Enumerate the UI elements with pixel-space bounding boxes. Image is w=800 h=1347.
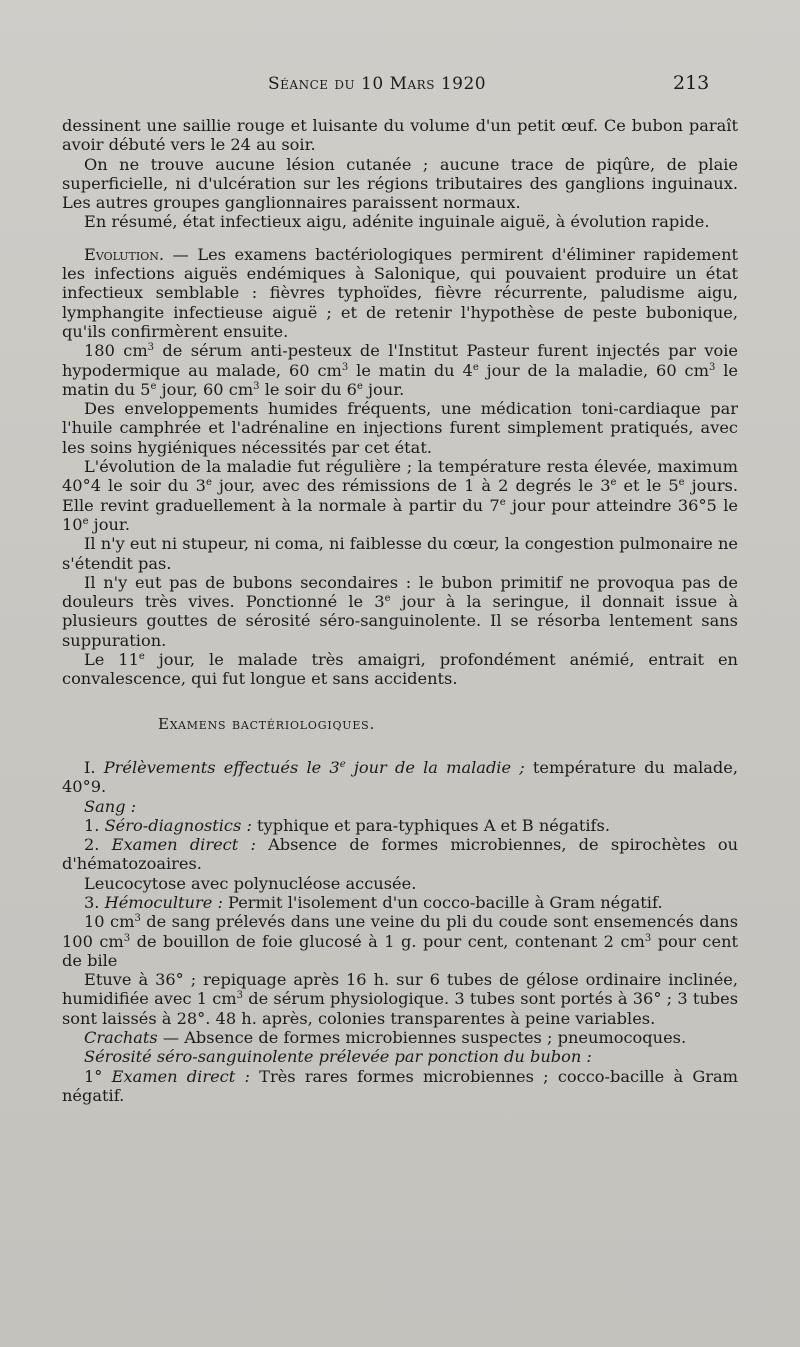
subheading-serosite: Sérosité séro-sanguinolente prélevée par ponction du bubon : xyxy=(84,1047,592,1067)
section-heading: Examens bactériologiques. xyxy=(158,714,376,733)
running-title: Séance du 10 Mars 1920 xyxy=(268,74,487,94)
page-header xyxy=(0,74,800,104)
paragraph-bubons: Il n'y eut pas de bubons secondaires : le bubon primitif ne provoqua pas de douleurs très vives. Ponctionné le 3e jour à la seringue, il donnait issue à plusieurs gouttes de sérosité séro-sanguinolente. Il se résorba lentement sans suppuration. xyxy=(62,572,739,650)
page-number: 213 xyxy=(673,72,710,94)
body-text xyxy=(62,116,738,1105)
evolution-label: Evolution. xyxy=(84,244,165,264)
paragraph-serum: 180 $cm^3$ de sérum anti-pesteux de l'Institut Pasteur furent injectés par voie hypodermique au malade, 60 $cm^3$ le matin du 4e jour de la maladie, 60 $cm^3$ le matin du 5e jour, 60 $cm^3$ le soir du 6e jour. xyxy=(62,341,738,399)
paragraph-evolution-temperature: L'évolution de la maladie fut régulière ; la température resta élevée, maximum 40°4 le soir du 3e jour, avec des rémissions de 1 à 2 degrés le 3e et le 5e jours. Elle revint graduellement à la normale à partir du 7e jour pour atteindre 36°5 le 10e jour. xyxy=(62,457,739,534)
paragraph-enveloppements: Des enveloppements humides fréquents, une médication toni-cardiaque par l'huile camphrée et l'adrénaline en injections furent simplement pratiqués, avec les soins hygiéniques nécessités par cet état. xyxy=(62,399,738,457)
paragraph-leucocytose: Leucocytose avec polynucléose accusée. xyxy=(84,873,417,893)
paragraph-bubon: dessinent une saillie rouge et luisante du volume d'un petit œuf. Ce bubon paraît avoir débuté vers le 24 au soir. xyxy=(62,116,738,155)
paragraph-stupeur: Il n'y eut ni stupeur, ni coma, ni faiblesse du cœur, la congestion pulmonaire ne s'étendit pas. xyxy=(62,534,738,573)
item-examen-direct-bubon: 1° Examen direct : Très rares formes microbiennes ; cocco-bacille à Gram négatif. xyxy=(62,1066,738,1105)
paragraph-convalescence: Le 11e jour, le malade très amaigri, profondément anémié, entrait en convalescence, qui fut longue et sans accidents. xyxy=(62,650,738,689)
paragraph-lesion: On ne trouve aucune lésion cutanée ; aucune trace de piqûre, de plaie superficielle, ni d'ulcération sur les régions tributaires des ganglions inguinaux. Les autres groupes ganglionnaires paraissent normaux. xyxy=(62,154,738,213)
paragraph-prelevements: I. Prélèvements effectués le 3e jour de la maladie ; température du malade, 40°9. xyxy=(62,757,739,797)
paragraph-resume: En résumé, état infectieux aigu, adénite inguinale aiguë, à évolution rapide. xyxy=(84,212,710,232)
item-hemoculture: 3. Hémoculture : Permit l'isolement d'un cocco-bacille à Gram négatif. xyxy=(84,892,663,912)
subheading-sang: Sang : xyxy=(84,796,137,816)
paragraph-evolution xyxy=(62,245,738,341)
item-sero-diagnostics: 1. Séro-diagnostics : typhique et para-typhiques A et B négatifs. xyxy=(84,815,610,835)
evolution-text: — Les examens bactériologiques permirent d'éliminer rapidement les infections aiguës endémiques à Salonique, qui pouvaient produire un état infectieux semblable : fièvres typhoïdes, fièvre récurrente, paludisme aigu, lymphangite infectieuse aiguë ; et de retenir l'hypothèse de peste bubonique, qu'ils confirmèrent ensuite. xyxy=(62,244,738,341)
item-examen-direct: 2. Examen direct : Absence de formes microbiennes, de spirochètes ou d'hématozoaires. xyxy=(62,835,739,874)
paragraph-sang-preleve: 10 $cm^3$ de sang prélevés dans une veine du pli du coude sont ensemencés dans 100 $cm^3$ de bouillon de foie glucosé à 1 g. pour cent, contenant 2 $cm^3$ pour cent de bile xyxy=(62,912,739,970)
paragraph-etuve: Etuve à 36° ; repiquage après 16 h. sur 6 tubes de gélose ordinaire inclinée, humidifiée avec 1 $cm^3$ de sérum physiologique. 3 tubes sont portés à 36° ; 3 tubes sont laissés à 28°. 48 h. après, colonies transparentes à peine variables. xyxy=(62,970,739,1028)
paragraph-crachats: Crachats — Absence de formes microbiennes suspectes ; pneumocoques. xyxy=(84,1028,687,1048)
